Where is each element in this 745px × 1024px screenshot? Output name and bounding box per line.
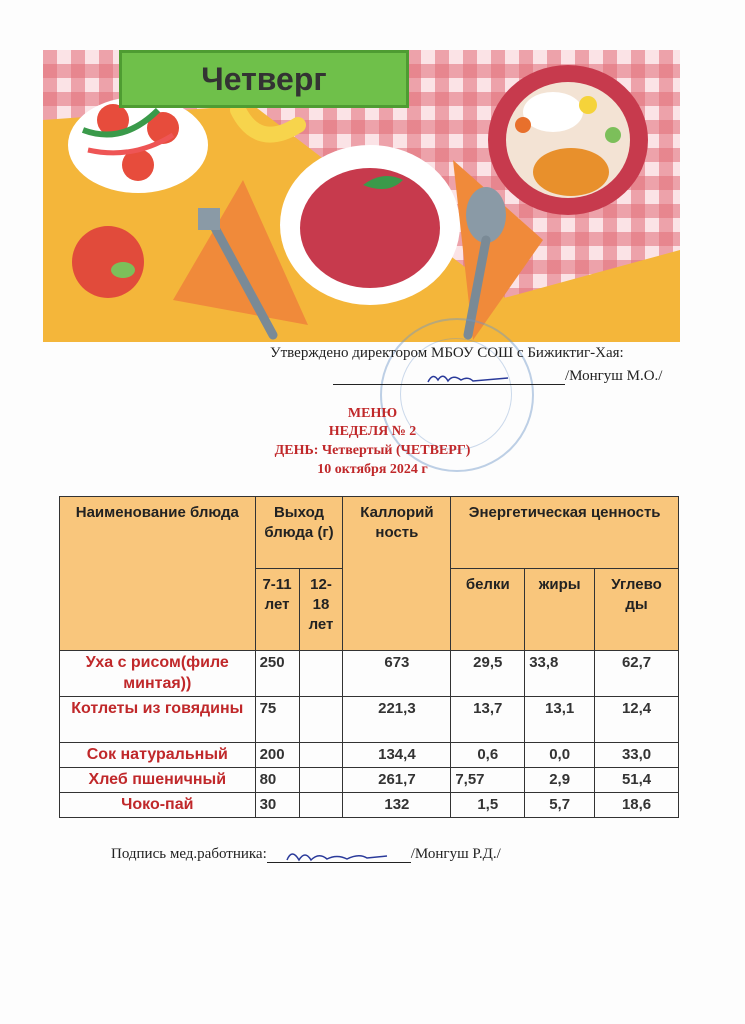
output-age-7-11: 250 xyxy=(255,651,299,697)
protein-value: 13,7 xyxy=(451,697,525,743)
header-fat: жиры xyxy=(525,569,595,651)
header-carbs: Углево ды xyxy=(595,569,679,651)
table-row xyxy=(60,743,679,768)
header-age-12-18: 12-18 лет xyxy=(299,569,343,651)
output-age-12-18 xyxy=(299,793,343,818)
medical-signature-row xyxy=(111,846,501,863)
carbs-value: 33,0 xyxy=(595,743,679,768)
medical-signature-label: Подпись мед.работника: xyxy=(111,846,267,862)
day-heading: ДЕНЬ: Четвертый (ЧЕТВЕРГ) xyxy=(274,443,471,458)
dish-name: Хлеб пшеничный xyxy=(60,768,256,793)
dish-name: Сок натуральный xyxy=(60,743,256,768)
protein-value: 29,5 xyxy=(451,651,525,697)
output-age-7-11: 200 xyxy=(255,743,299,768)
protein-value: 1,5 xyxy=(451,793,525,818)
table-row xyxy=(60,768,679,793)
carbs-value: 51,4 xyxy=(595,768,679,793)
week-heading: НЕДЕЛЯ № 2 xyxy=(328,424,417,439)
output-age-12-18 xyxy=(299,697,343,743)
output-age-7-11: 30 xyxy=(255,793,299,818)
protein-value: 0,6 xyxy=(451,743,525,768)
medical-worker-name: /Монгуш Р.Д./ xyxy=(410,846,501,862)
director-name: /Монгуш М.О./ xyxy=(565,368,663,384)
approval-text: Утверждено директором МБОУ СОШ с Бижиктиг-Хая: xyxy=(270,345,624,361)
medical-signature-line xyxy=(267,848,411,863)
calories-value: 132 xyxy=(343,793,451,818)
medical-signature xyxy=(267,848,411,864)
dish-name: Уха с рисом(филе минтая)) xyxy=(60,651,256,697)
fat-value: 5,7 xyxy=(525,793,595,818)
carbs-value: 18,6 xyxy=(595,793,679,818)
output-age-12-18 xyxy=(299,651,343,697)
menu-heading: МЕНЮ xyxy=(347,406,398,421)
fat-value: 13,1 xyxy=(525,697,595,743)
table-row xyxy=(60,697,679,743)
date-heading: 10 октября 2024 г xyxy=(317,462,428,477)
dish-name: Чоко-пай xyxy=(60,793,256,818)
header-energy: Энергетическая ценность xyxy=(451,497,679,569)
protein-value: 7,57 xyxy=(451,768,525,793)
approval-signature-row xyxy=(333,368,662,385)
calories-value: 261,7 xyxy=(343,768,451,793)
director-signature-line xyxy=(333,370,565,385)
day-title: Четверг xyxy=(201,60,327,97)
table-row xyxy=(60,651,679,697)
menu-table xyxy=(59,496,679,818)
header-protein: белки xyxy=(451,569,525,651)
dish-name: Котлеты из говядины xyxy=(60,697,256,743)
table-row xyxy=(60,793,679,818)
day-title-badge xyxy=(119,50,409,108)
director-signature xyxy=(333,370,565,386)
calories-value: 134,4 xyxy=(343,743,451,768)
calories-value: 221,3 xyxy=(343,697,451,743)
menu-banner xyxy=(43,50,680,342)
output-age-12-18 xyxy=(299,743,343,768)
carbs-value: 62,7 xyxy=(595,651,679,697)
fat-value: 2,9 xyxy=(525,768,595,793)
header-calories: Каллорий ность xyxy=(343,497,451,651)
output-age-12-18 xyxy=(299,768,343,793)
calories-value: 673 xyxy=(343,651,451,697)
carbs-value: 12,4 xyxy=(595,697,679,743)
output-age-7-11: 75 xyxy=(255,697,299,743)
header-dish-name: Наименование блюда xyxy=(60,497,256,651)
fat-value: 33,8 xyxy=(525,651,595,697)
header-age-7-11: 7-11 лет xyxy=(255,569,299,651)
output-age-7-11: 80 xyxy=(255,768,299,793)
header-output: Выход блюда (г) xyxy=(255,497,343,569)
fat-value: 0,0 xyxy=(525,743,595,768)
